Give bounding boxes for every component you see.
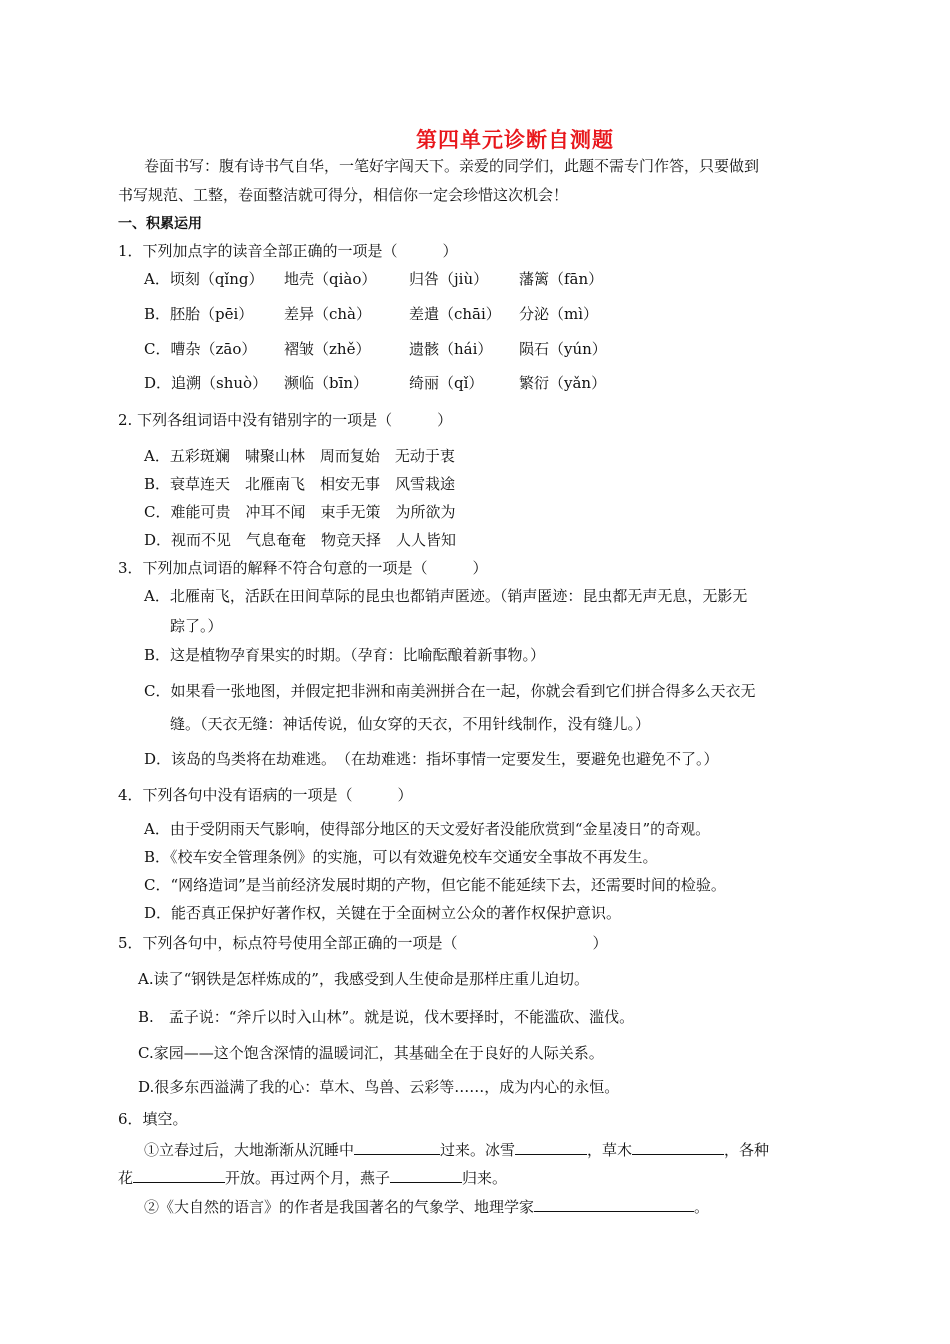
q2-option-a: A．五彩斑斓 啸聚山林 周而复始 无动于衷 [144, 447, 455, 465]
q6-l1-text-d: ，各种 [724, 1141, 770, 1159]
fill-blank-2[interactable] [515, 1138, 587, 1155]
q1-d-2: 濒临（bīn） [284, 374, 369, 392]
q6-l3-text-b: 。 [694, 1198, 710, 1216]
q1-b-2: 差异（chà） [284, 305, 372, 323]
page-title: 第四单元诊断自测题 [416, 127, 614, 152]
q6-l2-text-a: 花 [118, 1169, 134, 1187]
q3-option-a-line-2: 踪了。） [170, 617, 223, 635]
q3-stem: 3．下列加点词语的解释不符合句意的一项是（ ） [118, 559, 488, 577]
q1-option-a [144, 269, 603, 289]
q2-option-b: B．衰草连天 北雁南飞 相安无事 风雪栽途 [144, 475, 456, 493]
q4-option-c: C．“网络造词”是当前经济发展时期的产物，但它能不能延续下去，还需要时间的检验。 [144, 876, 726, 894]
q3-option-b: B．这是植物孕育果实的时期。（孕育：比喻酝酿着新事物。） [144, 646, 546, 664]
q6-l2-text-b: 开放。再过两个月，燕子 [225, 1169, 391, 1187]
q3-option-c-line-1: C．如果看一张地图，并假定把非洲和南美洲拼合在一起，你就会看到它们拼合得多么天衣无 [144, 682, 756, 700]
q1-d-1: D．追溯（shuò） [144, 374, 268, 392]
q1-option-b [144, 304, 598, 324]
q6-l1-text-b: 过来。冰雪 [440, 1141, 516, 1159]
section-heading: 一、积累运用 [118, 216, 202, 232]
q3-option-a-line-1: A．北雁南飞，活跃在田间草际的昆虫也都销声匿迹。（销声匿迹：昆虫都无声无息，无影无 [144, 587, 748, 605]
fill-blank-5[interactable] [390, 1166, 462, 1183]
q6-l1-text-a: ①立春过后，大地渐渐从沉睡中 [144, 1141, 355, 1159]
q1-a-3: 归咎（jiù） [409, 270, 489, 288]
q2-stem: 2. 下列各组词语中没有错别字的一项是（ ） [118, 411, 453, 429]
intro-line-2: 书写规范、工整，卷面整洁就可得分，相信你一定会珍惜这次机会！ [118, 186, 569, 204]
q1-c-4: 陨石（yún） [519, 340, 607, 358]
q5-option-d: D.很多东西溢满了我的心：草木、鸟兽、云彩等……，成为内心的永恒。 [138, 1078, 620, 1096]
q4-option-d: D．能否真正保护好著作权，关键在于全面树立公众的著作权保护意识。 [144, 904, 622, 922]
q1-c-3: 遗骸（hái） [409, 340, 493, 358]
q6-line-3 [144, 1195, 709, 1217]
q1-b-1: B．胚胎（pēi） [144, 305, 254, 323]
fill-blank-3[interactable] [632, 1138, 724, 1155]
q1-stem: 1．下列加点字的读音全部正确的一项是（ ） [118, 242, 458, 260]
q1-b-4: 分泌（mì） [519, 305, 599, 323]
q3-option-d: D．该岛的鸟类将在劫难逃。 （在劫难逃：指坏事情一定要发生，要避免也避免不了。） [144, 750, 719, 768]
q4-stem: 4．下列各句中没有语病的一项是（ ） [118, 786, 413, 804]
q2-option-c: C．难能可贵 冲耳不闻 束手无策 为所欲为 [144, 503, 456, 521]
fill-blank-1[interactable] [354, 1138, 440, 1155]
q1-c-1: C．嘈杂（zāo） [144, 340, 257, 358]
q1-option-c [144, 339, 607, 359]
q6-l3-text-a: ②《大自然的语言》的作者是我国著名的气象学、地理学家 [144, 1198, 535, 1216]
q1-b-3: 差遣（chāi） [409, 305, 501, 323]
q6-stem: 6．填空。 [118, 1110, 188, 1128]
q6-l2-text-c: 归来。 [462, 1169, 508, 1187]
q4-option-a: A．由于受阴雨天气影响，使得部分地区的天文爱好者没能欣赏到“金星凌日”的奇观。 [144, 820, 711, 838]
fill-blank-4[interactable] [133, 1166, 225, 1183]
q1-option-d [144, 373, 606, 393]
q1-d-3: 绮丽（qǐ） [409, 374, 484, 392]
q5-option-b: B. 孟子说：“斧斤以时入山林”。就是说，伐木要择时，不能滥砍、滥伐。 [138, 1008, 635, 1026]
q5-option-a: A.读了“钢铁是怎样炼成的”，我感受到人生使命是那样庄重儿迫切。 [138, 970, 589, 988]
q1-d-4: 繁衍（yǎn） [519, 374, 607, 392]
q6-line-1 [144, 1138, 769, 1160]
q1-c-2: 褶皱（zhě） [284, 340, 371, 358]
q2-option-d: D．视而不见 气息奄奄 物竞天择 人人皆知 [144, 531, 457, 549]
q3-option-c-line-2: 缝。（天衣无缝：神话传说，仙女穿的天衣，不用针线制作，没有缝儿。） [170, 715, 651, 733]
q1-a-4: 藩篱（fān） [519, 270, 604, 288]
q5-option-c: C.家园——这个饱含深情的温暖词汇，其基础全在于良好的人际关系。 [138, 1044, 604, 1062]
intro-line-1: 卷面书写：腹有诗书气自华，一笔好字闯天下。亲爱的同学们，此题不需专门作答，只要做到 [144, 157, 760, 175]
q1-a-1: A．顷刻（qǐng） [144, 270, 264, 288]
q4-option-b: B．《校车安全管理条例》的实施，可以有效避免校车交通安全事故不再发生。 [144, 848, 658, 866]
q6-l1-text-c: ，草木 [587, 1141, 633, 1159]
q6-line-2 [118, 1166, 507, 1188]
q1-a-2: 地壳（qiào） [284, 270, 377, 288]
fill-blank-6[interactable] [534, 1195, 694, 1212]
q5-stem: 5．下列各句中，标点符号使用全部正确的一项是（ ） [118, 934, 608, 952]
